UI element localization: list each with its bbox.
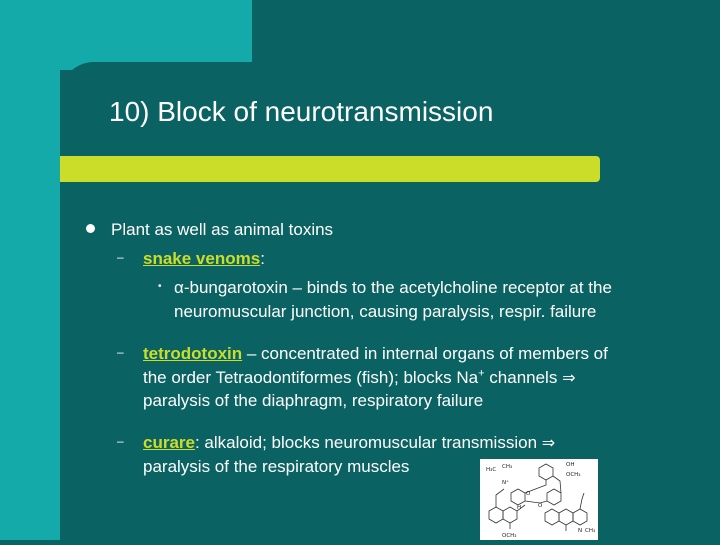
ch3-label: CH₃ xyxy=(502,464,513,470)
nitrogen-label: N xyxy=(578,528,583,534)
h3c-label: H₃C xyxy=(486,467,497,473)
tetrodotoxin-line-3: paralysis of the diaphragm, respiratory failure xyxy=(143,391,484,410)
bungarotoxin-line-2: neuromuscular junction, causing paralysis, respir. failure xyxy=(174,302,597,321)
oxygen-label-1: O xyxy=(526,491,531,497)
term-tetrodotoxin: tetrodotoxin xyxy=(143,344,243,363)
oh-label: OH xyxy=(566,462,575,468)
och3-top-label: OCH₃ xyxy=(566,472,581,478)
chemical-structure-drawing xyxy=(480,459,598,540)
term-curare: curare xyxy=(143,433,195,452)
dash-marker: – xyxy=(117,434,124,448)
tetrodotoxin-line-2: the order Tetraodontiformes (fish); blocks Na+ channels ⇒ xyxy=(143,367,576,387)
bullet-text: Plant as well as animal toxins xyxy=(111,220,334,239)
list-item-snake-venoms: snake venoms: xyxy=(143,249,265,268)
ch3-bottom-label: CH₃ xyxy=(585,528,596,534)
list-item-curare: curare: alkaloid; blocks neuromuscular transmission ⇒ xyxy=(143,433,556,452)
oxygen-label-2: O xyxy=(538,503,543,509)
implies-arrow-icon: ⇒ xyxy=(541,435,556,452)
bungarotoxin-line-1: α-bungarotoxin – binds to the acetylcholine receptor at the xyxy=(174,278,612,297)
curare-line-2: paralysis of the respiratory muscles xyxy=(143,457,410,476)
list-item-tetrodotoxin: tetrodotoxin – concentrated in internal organs of members of xyxy=(143,344,608,363)
left-decor-strip xyxy=(0,0,60,540)
hydrogen-label: H xyxy=(517,505,522,511)
sub-bullet-dot: • xyxy=(158,281,162,292)
implies-arrow-icon: ⇒ xyxy=(562,370,576,387)
n-plus-label: N⁺ xyxy=(502,480,510,486)
top-corner-decor xyxy=(0,0,252,70)
och3-bottom-label: OCH₃ xyxy=(502,533,517,539)
dash-marker: – xyxy=(117,250,124,264)
title-underline-bar xyxy=(60,156,600,182)
term-snake-venoms: snake venoms xyxy=(143,249,261,268)
bullet-dot xyxy=(86,224,95,233)
curare-structure-image xyxy=(480,459,598,540)
dash-marker: – xyxy=(117,345,124,359)
slide-title: 10) Block of neurotransmission xyxy=(109,96,494,127)
